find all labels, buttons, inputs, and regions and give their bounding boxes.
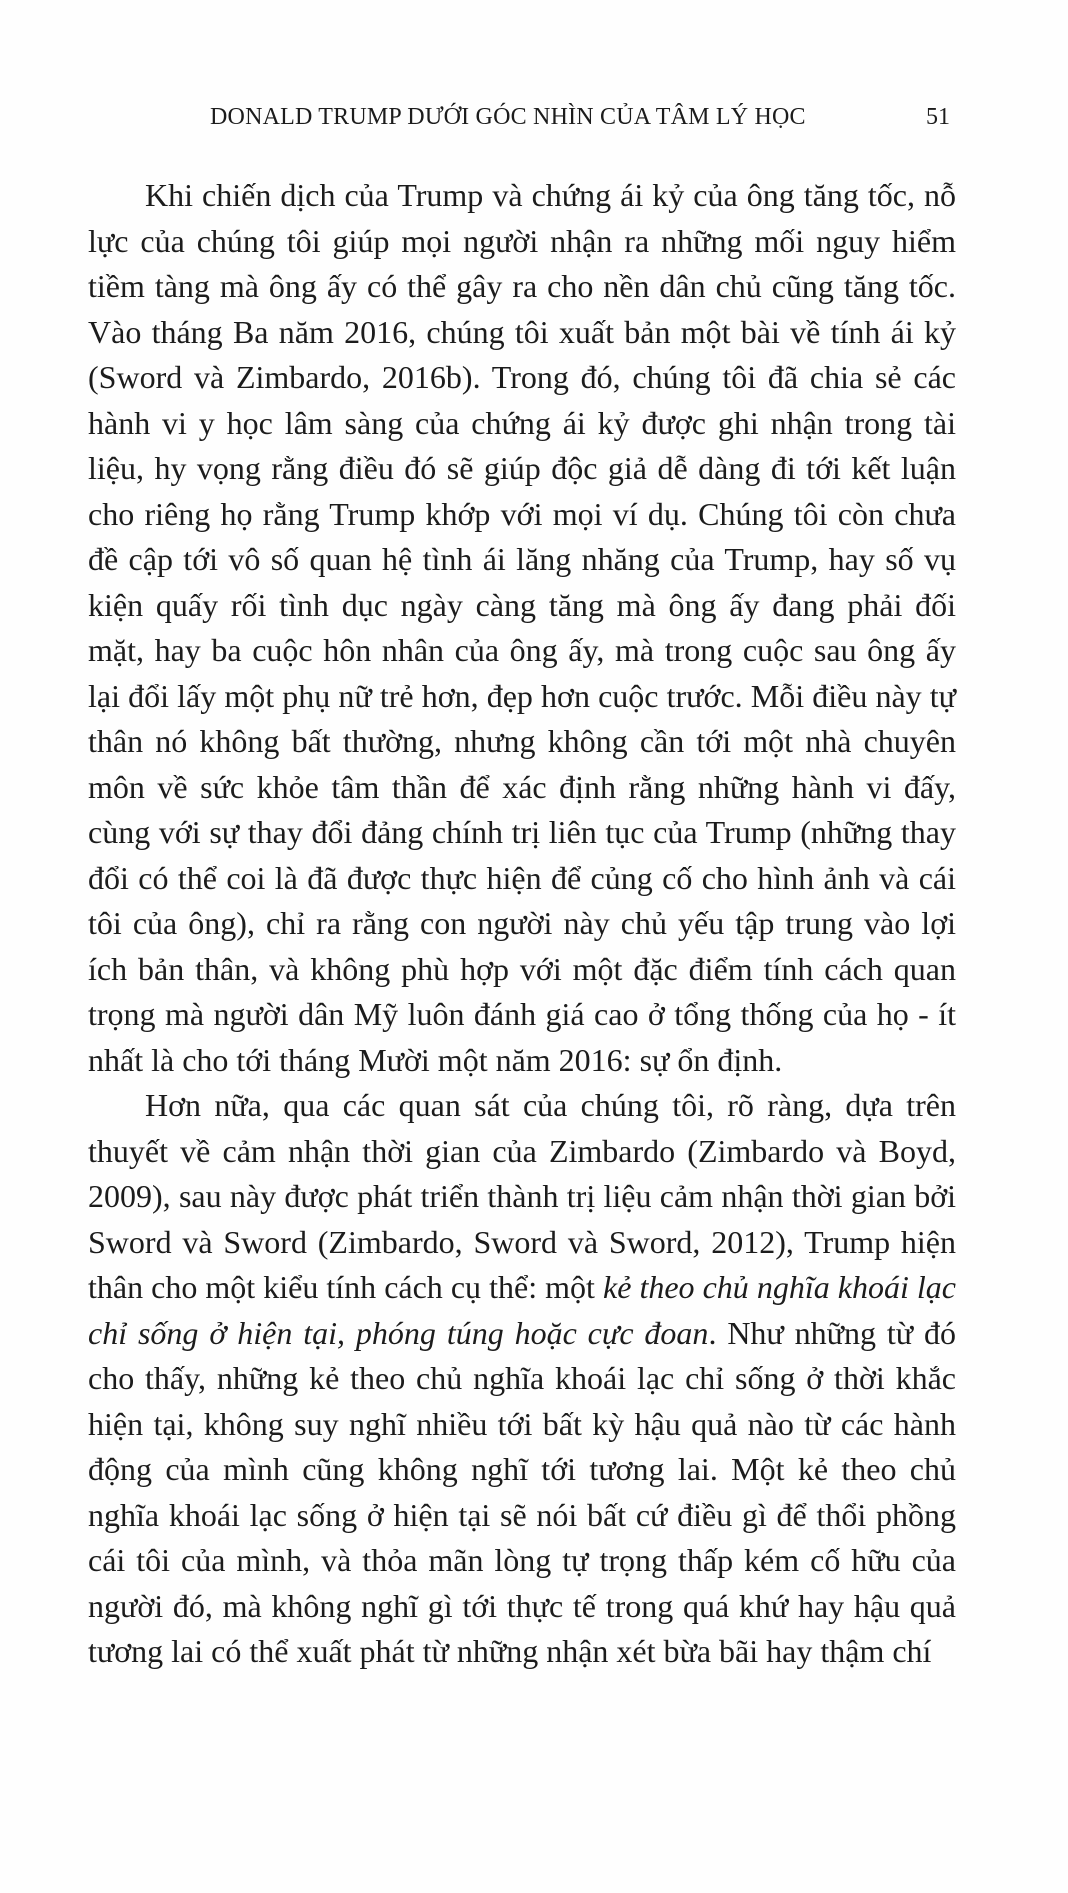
header-title: DONALD TRUMP DƯỚI GÓC NHÌN CỦA TÂM LÝ HỌC (210, 104, 806, 130)
paragraph (88, 173, 956, 1083)
body-text (88, 173, 956, 1675)
paragraph (88, 1083, 956, 1675)
paragraph-text: . Như những từ đó cho thấy, những kẻ theo chủ nghĩa khoái lạc chỉ sống ở thời khắc hiện tại, không suy nghĩ nhiều tới bất kỳ hậu quả nào từ các hành động của mình cũng không nghĩ tới tương lai. Một kẻ theo chủ nghĩa khoái lạc sống ở hiện tại sẽ nói bất cứ điều gì để thổi phồng cái tôi của mình, và thỏa mãn lòng tự trọng thấp kém cố hữu của người đó, mà không nghĩ gì tới thực tế trong quá khứ hay hậu quả tương lai có thể xuất phát từ những nhận xét bừa bãi hay thậm chí (88, 1314, 957, 1669)
running-header (210, 104, 950, 138)
page-number: 51 (926, 104, 950, 130)
paragraph-text: Khi chiến dịch của Trump và chứng ái kỷ của ông tăng tốc, nỗ lực của chúng tôi giúp mọi người nhận ra những mối nguy hiểm tiềm tàng mà ông ấy có thể gây ra cho nền dân chủ cũng tăng tốc. Vào tháng Ba năm 2016, chúng tôi xuất bản một bài về tính ái kỷ (Sword và Zimbardo, 2016b). Trong đó, chúng tôi đã chia sẻ các hành vi y học lâm sàng của chứng ái kỷ được ghi nhận trong tài liệu, hy vọng rằng điều đó sẽ giúp độc giả dễ dàng đi tới kết luận cho riêng họ rằng Trump khớp với mọi ví dụ. Chúng tôi còn chưa đề cập tới vô số quan hệ tình ái lăng nhăng của Trump, hay số vụ kiện quấy rối tình dục ngày càng tăng mà ông ấy đang phải đối mặt, hay ba cuộc hôn nhân của ông ấy, mà trong cuộc sau ông ấy lại đổi lấy một phụ nữ trẻ hơn, đẹp hơn cuộc trước. Mỗi điều này tự thân nó không bất thường, nhưng không cần tới một nhà chuyên môn về sức khỏe tâm thần để xác định rằng những hành vi đấy, cùng với sự thay đổi đảng chính trị liên tục của Trump (những thay đổi có thể coi là đã được thực hiện để củng cố cho hình ảnh và cái tôi của ông), chỉ ra rằng con người này chủ yếu tập trung vào lợi ích bản thân, và không phù hợp với một đặc điểm tính cách quan trọng mà người dân Mỹ luôn đánh giá cao ở tổng thống của họ - ít nhất là cho tới tháng Mười một năm 2016: sự ổn định. (88, 177, 956, 1078)
paragraph-text: Hơn nữa, qua các quan sát của chúng tôi, rõ ràng, dựa trên thuyết về cảm nhận thời gian của Zimbardo (Zimbardo và Boyd, 2009), sau này được phát triển thành trị liệu cảm nhận thời gian bởi Sword và Sword (Zimbardo, Sword và Sword, 2012), Trump hiện thân cho một kiểu tính cách cụ thể: một (88, 1087, 956, 1305)
italic-term: kẻ theo chủ nghĩa khoái lạc chỉ sống ở hiện tại, phóng túng hoặc cực đoan (88, 1269, 957, 1351)
